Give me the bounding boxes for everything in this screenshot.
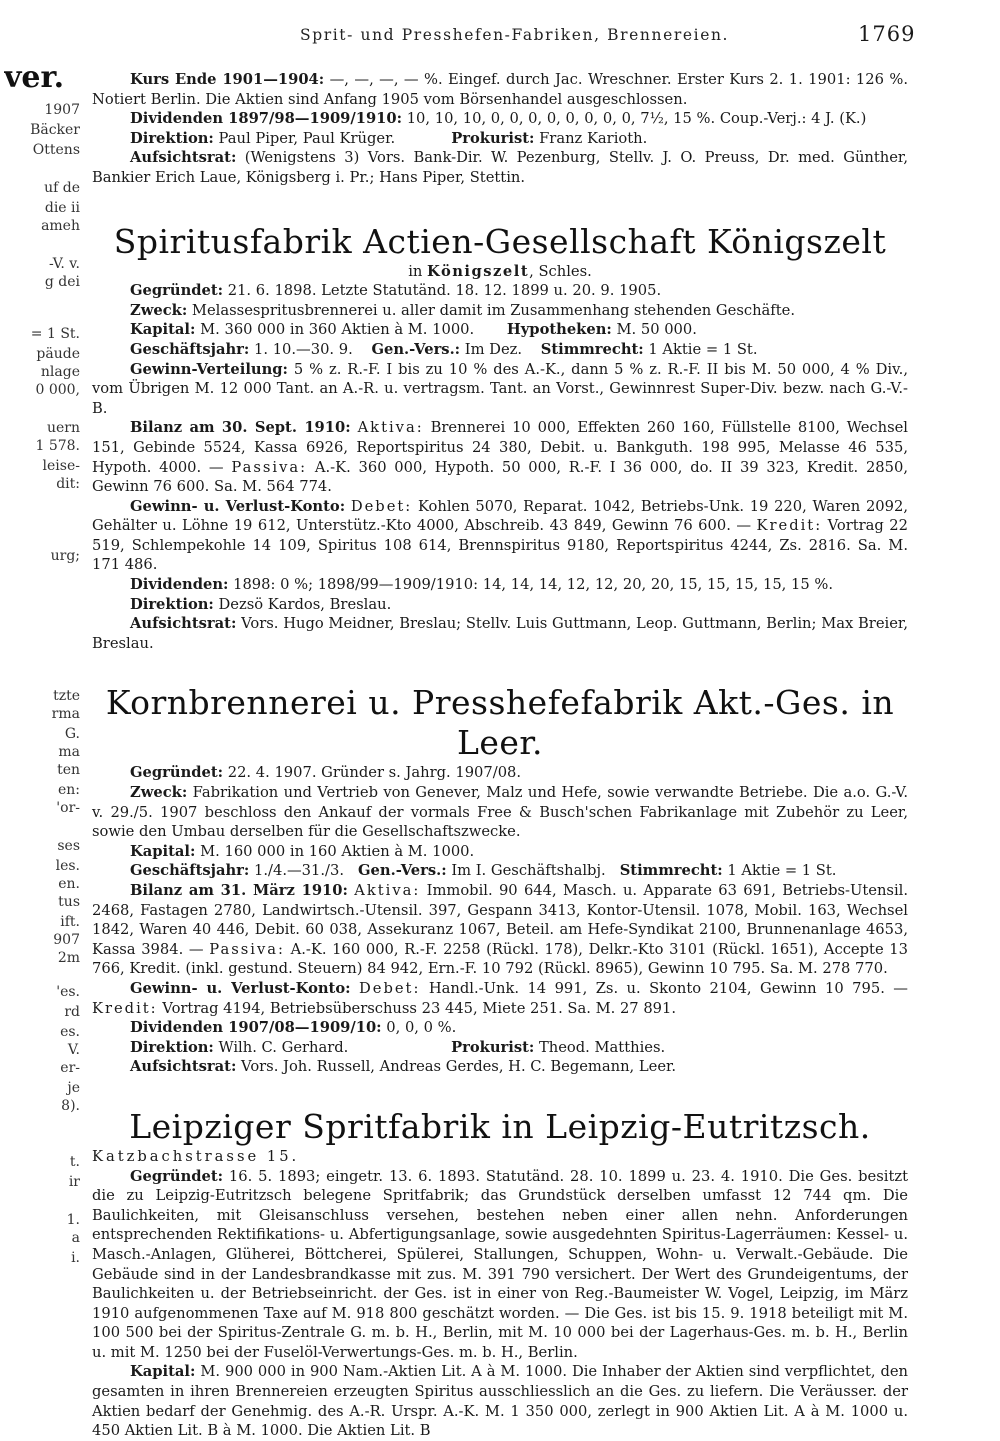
margin-fragment: ses: [57, 838, 80, 854]
field-value: Melassespritusbrennerei u. aller damit im Zusammenhang stehenden Geschäfte.: [187, 301, 796, 319]
field-value: Wilh. C. Gerhard.: [213, 1038, 349, 1056]
field-value: Vors. Joh. Russell, Andreas Gerdes, H. C. Begemann, Leer.: [236, 1058, 677, 1076]
field-label: Prokurist:: [451, 129, 535, 147]
kurs-paragraph: [92, 70, 908, 109]
margin-fragment: leise-: [42, 458, 80, 474]
margin-fragment: tzte: [53, 688, 80, 704]
supervisory-board-paragraph: [92, 1057, 908, 1077]
previous-entry: [92, 70, 908, 188]
field-value: Vors. Hugo Meidner, Breslau; Stellv. Luis Guttmann, Leop. Guttmann, Berlin; Max Breier, Breslau.: [92, 615, 908, 652]
margin-fragment: uf de: [44, 180, 80, 196]
field-label: Dividenden:: [130, 576, 229, 594]
margin-fragment: a: [71, 1230, 80, 1246]
business-year-paragraph: [92, 340, 908, 360]
field-value: M. 900 000 in 900 Nam.-Aktien Lit. A à M. 1000. Die Inhaber der Aktien sind verpflichtet, den gesamten in ihren Brennereien erzeugten Spiritus ausschliesslich an die Ges. zu liefern. Die Veräusser. der Aktien bedarf der Genehmig. des A.-R. Urspr. A.-K. M. 1 350 000, zerlegt in 900 Aktien Lit. A à M. 1000 u. 450 Aktien Lit. B à M. 1000. Die Aktien Lit. B: [92, 1363, 908, 1440]
margin-fragment: ift.: [60, 914, 80, 930]
field-value: 0, 0, 0 %.: [381, 1019, 457, 1037]
margin-fragment: rma: [51, 706, 80, 722]
margin-fragment: 8).: [61, 1098, 80, 1114]
page-header: [0, 22, 1000, 48]
field-value: —, —, —, — %. Eingef. durch Jac. Wreschner. Erster Kurs 2. 1. 1901: 126 %. Notiert Berlin. Die Aktien sind Anfang 1905 vom Börsenhandel ausgeschlossen.: [92, 71, 908, 108]
direction-paragraph: [92, 595, 908, 615]
field-value: 22. 4. 1907. Gründer s. Jahrg. 1907/08.: [223, 764, 522, 782]
margin-fragment: die ii: [44, 200, 80, 216]
margin-fragment: ma: [58, 744, 80, 760]
margin-fragment: t.: [69, 1154, 80, 1170]
margin-fragment: les.: [55, 858, 80, 874]
field-value: Brennerei 10 000, Effekten 260 160, Füllstelle 8100, Wechsel 151, Gebinde 5524, Kassa 6926, Reportspiritus 24 380, Debit. u. Bankguth. 198 995, Melasse 46 535, Hypoth. 4000. —: [92, 419, 909, 476]
field-label: Direktion:: [130, 595, 214, 613]
field-value: M. 360 000 in 360 Aktien à M. 1000.: [195, 321, 475, 339]
direction-paragraph: [92, 129, 908, 149]
capital-paragraph: [92, 1362, 908, 1440]
direction-paragraph: [92, 1038, 908, 1058]
margin-fragment: Ottens: [32, 142, 80, 158]
margin-fragment: er-: [60, 1060, 80, 1076]
margin-fragment: es.: [60, 1024, 80, 1040]
margin-fragment: V.: [67, 1042, 80, 1058]
field-value: 1./4.—31./3.: [249, 862, 344, 880]
margin-fragment: je: [67, 1080, 80, 1096]
field-label: Kapital:: [130, 321, 196, 339]
field-label: Gen.-Vers.:: [358, 862, 447, 880]
field-value: 10, 10, 10, 0, 0, 0, 0, 0, 0, 0, 0, 7½, 15 %. Coup.-Verj.: 4 J. (K.): [402, 110, 867, 128]
field-label: Aufsichtsrat:: [130, 1058, 237, 1076]
margin-fragment: Bäcker: [30, 122, 80, 138]
margin-fragment: = 1 St.: [30, 326, 80, 342]
margin-fragment: en:: [57, 782, 80, 798]
field-value: 1898: 0 %; 1898/99—1909/1910: 14, 14, 14, 12, 12, 20, 20, 15, 15, 15, 15, 15 %.: [228, 576, 834, 594]
debet-label: Debet:: [359, 979, 421, 997]
field-value: Dezsö Kardos, Breslau.: [213, 595, 392, 613]
field-value: 16. 5. 1893; eingetr. 13. 6. 1893. Statutänd. 28. 10. 1899 u. 23. 4. 1910. Die Ges. besitzt die zu Leipzig-Eutritzsch belegene Spritfabrik; das Grundstück derselben umfasst 12 744 qm. Die Baulichkeiten, mit Gleisanschluss versehen, bestehen neben einer allen nehn. Anforderungen entsprechenden Rektifikations- u. Abfertigungsanlage, sowie ausgedehnten Spiritus-Lagerräumen: Kessel- u. Masch.-Anlagen, Glüherei, Böttcherei, Spülerei, Stallungen, Schuppen, Wohn- u. Verwalt.-Gebäude. Die Gebäude sind in der Landesbrandkasse mit zus. M. 391 790 versichert. Der Wert des Grundeigentums, der Baulichkeiten u. der Betriebseinricht. der Ges. ist in einer von Reg.-Baumeister W. Vogel, Leipzig, im März 1910 aufgenommenen Taxe auf M. 918 800 geschätzt worden. — Die Ges. ist bis 15. 9. 1918 beteiligt mit M. 100 500 bei der Spiritus-Zentrale G. m. b. H., Berlin, mit M. 10 000 bei der Lagerhaus-Ges. m. b. H., Berlin u. mit M. 1250 bei der Fuselöl-Verwertungs-Ges. m. b. H., Berlin.: [92, 1167, 908, 1361]
margin-fragment: ten: [57, 762, 80, 778]
field-value: Im I. Geschäftshalbj.: [446, 862, 606, 880]
company-title: Spiritusfabrik Actien-Gesellschaft Königszelt: [113, 221, 887, 261]
location-prefix: in: [408, 262, 428, 280]
field-value: A.-K. 160 000, R.-F. 2258 (Rückl. 178), Delkr.-Kto 3101 (Rückl. 1651), Accepte 13 766, Kredit. (inkl. gestund. Steuern) 84 942, Ern.-F. 10 792 (Rückl. 8965), Gewinn 10 795. Sa. M. 278 770.: [92, 940, 908, 978]
margin-fragment: nlage: [40, 364, 80, 380]
field-label: Gewinn-Verteilung:: [130, 360, 288, 378]
margin-fragment: G.: [64, 726, 80, 742]
margin-fragment: 2m: [57, 950, 80, 966]
field-label: Geschäftsjahr:: [130, 340, 250, 358]
field-label: Kapital:: [130, 842, 196, 860]
founded-paragraph: [92, 1167, 908, 1363]
margin-fragment: -V. v.: [49, 256, 80, 272]
company-address: Katzbachstrasse 15.: [92, 1147, 300, 1165]
field-value: Paul Piper, Paul Krüger.: [213, 129, 396, 147]
left-margin-fragments: [0, 60, 80, 1360]
field-label: Gewinn- u. Verlust-Konto:: [130, 497, 346, 515]
field-value: A.-K. 360 000, Hypoth. 50 000, R.-F. I 36 000, do. II 39 323, Kredit. 2850, Gewinn 76 600. Sa. M. 564 774.: [92, 458, 908, 496]
field-value: 1. 10.—30. 9.: [249, 340, 353, 358]
field-label: Direktion:: [130, 129, 214, 147]
margin-fragment: 907: [53, 932, 80, 948]
margin-fragment: urg;: [50, 548, 80, 564]
field-label: Zweck:: [130, 784, 188, 802]
field-label: Kapital:: [130, 1363, 196, 1381]
balance-paragraph: [92, 881, 908, 979]
field-label: Zweck:: [130, 301, 188, 319]
field-value: Handl.-Unk. 14 991, Zs. u. Skonto 2104, Gewinn 10 795. —: [420, 979, 908, 997]
field-label: Direktion:: [130, 1038, 214, 1056]
dividends-paragraph: [92, 575, 908, 595]
field-value: Kohlen 5070, Reparat. 1042, Betriebs-Unk. 19 220, Waren 2092, Gehälter u. Löhne 19 612, Unterstütz.-Kto 4000, Abschreib. 43 849, Gewinn 76 600. —: [92, 497, 908, 535]
margin-fragment: 1 578.: [35, 438, 80, 454]
company-entry-leer: [92, 683, 908, 1077]
field-label: Dividenden 1897/98—1909/1910:: [130, 110, 403, 128]
margin-fragment: ameh: [41, 218, 80, 234]
founded-paragraph: [92, 763, 908, 783]
field-value: Im Dez.: [460, 340, 523, 358]
margin-fragment: i.: [71, 1250, 80, 1266]
margin-fragment: ver.: [4, 60, 65, 95]
field-value: M. 160 000 in 160 Aktien à M. 1000.: [195, 842, 475, 860]
text-column: [92, 70, 908, 1441]
field-value: 1 Aktie = 1 St.: [722, 862, 837, 880]
profit-loss-paragraph: [92, 497, 908, 575]
margin-fragment: en.: [58, 876, 80, 892]
field-label: Gegründet:: [130, 764, 224, 782]
margin-fragment: 1907: [44, 102, 80, 118]
business-year-paragraph: [92, 861, 908, 881]
profit-distribution-paragraph: [92, 360, 908, 419]
location-suffix: , Schles.: [529, 262, 592, 280]
aktiva-label: Aktiva:: [354, 882, 421, 899]
field-value: Immobil. 90 644, Masch. u. Apparate 63 691, Betriebs-Utensil. 2468, Fastagen 2780, Landwirtsch.-Utensil. 397, Gespann 3413, Kontor-Utensil. 1078, Mobil. 163, Wechsel 1842, Waren 40 446, Debit. 60 038, Assekuranz 1067, Beteil. am Hefe-Syndikat 2100, Brunnenanlage 4653, Kassa 3984. —: [92, 882, 909, 958]
aktiva-label: Aktiva:: [357, 419, 424, 437]
field-label: Aufsichtsrat:: [130, 615, 237, 633]
company-entry-koenigszelt: [92, 222, 908, 654]
field-label: Kurs Ende 1901—1904:: [130, 71, 325, 88]
field-label: Geschäftsjahr:: [130, 862, 250, 880]
dividends-paragraph: [92, 109, 908, 129]
kredit-label: Kredit:: [756, 517, 823, 535]
company-title: Leipziger Spritfabrik in Leipzig-Eutritzsch.: [129, 1106, 871, 1146]
field-value: Fabrikation und Vertrieb von Genever, Malz und Hefe, sowie verwandte Betriebe. Die a.o. G.-V. v. 29./5. 1907 beschloss den Ankauf der vormals Free & Busch'schen Fabrikanlage mit Zubehör zu Leer, sowie den Umbau derselben für die Gesellschaftszwecke.: [92, 784, 908, 841]
margin-fragment: g dei: [44, 274, 80, 290]
capital-paragraph: [92, 320, 908, 340]
kredit-label: Kredit:: [92, 999, 158, 1017]
location-name: Königszelt: [427, 262, 530, 280]
field-value: Vortrag 4194, Betriebsüberschuss 23 445, Miete 251. Sa. M. 27 891.: [157, 999, 677, 1017]
field-label: Gegründet:: [130, 282, 224, 300]
field-value: M. 50 000.: [611, 321, 697, 339]
field-value: Franz Karioth.: [534, 129, 648, 147]
margin-fragment: 0 000,: [35, 382, 80, 398]
margin-fragment: tus: [58, 894, 80, 910]
supervisory-board-paragraph: [92, 614, 908, 653]
running-title: Sprit- und Presshefen-Fabriken, Brennereien.: [300, 26, 730, 44]
purpose-paragraph: [92, 301, 908, 321]
purpose-paragraph: [92, 783, 908, 842]
page-number: 1769: [858, 22, 916, 46]
field-label: Bilanz am 31. März 1910:: [130, 882, 348, 899]
company-title: Kornbrennerei u. Presshefefabrik Akt.-Ges. in Leer.: [105, 683, 895, 763]
capital-paragraph: [92, 842, 908, 862]
founded-paragraph: [92, 281, 908, 301]
field-label: Gewinn- u. Verlust-Konto:: [130, 979, 351, 997]
field-value: (Wenigstens 3) Vors. Bank-Dir. W. Pezenburg, Stellv. J. O. Preuss, Dr. med. Günther, Bankier Erich Laue, Königsberg i. Pr.; Hans Piper, Stettin.: [92, 149, 908, 186]
margin-fragment: ir: [68, 1174, 80, 1190]
margin-fragment: rd: [64, 1004, 80, 1020]
field-label: Gen.-Vers.:: [371, 340, 461, 358]
margin-fragment: 1.: [66, 1212, 80, 1228]
margin-fragment: uern: [46, 420, 80, 436]
field-label: Prokurist:: [451, 1038, 535, 1056]
field-value: 21. 6. 1898. Letzte Statutänd. 18. 12. 1899 u. 20. 9. 1905.: [223, 282, 662, 300]
dividends-paragraph: [92, 1018, 908, 1038]
margin-fragment: päude: [36, 346, 80, 362]
margin-fragment: 'es.: [56, 984, 80, 1000]
field-value: Vortrag 22 519, Schlempekohle 14 109, Spiritus 108 614, Brennspiritus 9180, Reportspiritus 4244, Zs. 2816. Sa. M. 171 486.: [92, 517, 908, 574]
debet-label: Debet:: [350, 497, 413, 515]
margin-fragment: dit:: [56, 476, 80, 492]
field-label: Aufsichtsrat:: [130, 149, 237, 167]
field-label: Stimmrecht:: [540, 340, 644, 358]
field-label: Gegründet:: [130, 1167, 224, 1185]
field-value: 1 Aktie = 1 St.: [643, 340, 758, 358]
balance-paragraph: [92, 418, 908, 496]
field-value: Theod. Matthies.: [534, 1038, 666, 1056]
company-location: [92, 262, 908, 282]
field-label: Hypotheken:: [506, 321, 612, 339]
field-label: Stimmrecht:: [619, 862, 723, 880]
field-value: 5 % z. R.-F. I bis zu 10 % des A.-K., dann 5 % z. R.-F. II bis M. 50 000, 4 % Div., vom Übrigen M. 12 000 Tant. an A.-R. u. vertragsm. Tant. an Vorst., Gewinnrest Super-Div. bezw. nach G.-V.-B.: [92, 360, 908, 417]
supervisory-board-paragraph: [92, 148, 908, 187]
profit-loss-paragraph: [92, 979, 908, 1018]
passiva-label: Passiva:: [209, 940, 285, 958]
company-entry-leipzig: [92, 1107, 908, 1441]
field-label: Bilanz am 30. Sept. 1910:: [130, 419, 351, 437]
passiva-label: Passiva:: [231, 458, 308, 476]
margin-fragment: 'or-: [56, 800, 80, 816]
field-label: Dividenden 1907/08—1909/10:: [130, 1019, 382, 1037]
